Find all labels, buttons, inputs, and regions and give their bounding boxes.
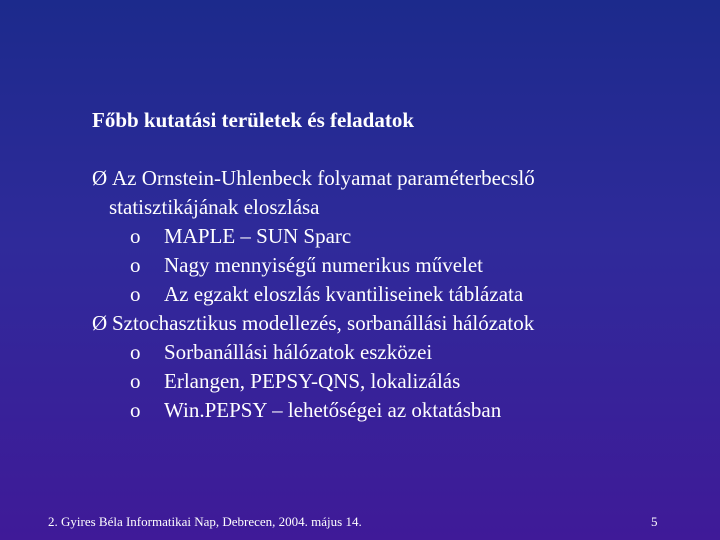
bullet-text: Az Ornstein-Uhlenbeck folyamat paraméterbecslő — [112, 166, 535, 190]
circle-bullet-icon: o — [130, 253, 141, 277]
arrow-bullet-icon: Ø — [92, 166, 108, 190]
sub-item-text: Nagy mennyiségű numerikus művelet — [164, 253, 484, 277]
bullet-continuation: statisztikájának eloszlása — [109, 195, 320, 219]
arrow-bullet-icon: Ø — [92, 311, 108, 335]
bullet-item — [92, 164, 535, 193]
circle-bullet-icon: o — [130, 282, 141, 306]
sub-item-text: Win.PEPSY – lehetőségei az oktatásban — [164, 398, 502, 422]
slide-content — [92, 164, 535, 425]
circle-bullet-icon: o — [130, 340, 141, 364]
sub-item-text: Sorbanállási hálózatok eszközei — [164, 340, 433, 364]
sub-item-text: Az egzakt eloszlás kvantiliseinek táblázata — [164, 282, 524, 306]
sub-item-text: MAPLE – SUN Sparc — [164, 224, 352, 248]
sub-item — [92, 280, 535, 309]
sub-item — [92, 251, 535, 280]
circle-bullet-icon: o — [130, 398, 141, 422]
sub-item — [92, 222, 535, 251]
sub-item-text: Erlangen, PEPSY-QNS, lokalizálás — [164, 369, 461, 393]
bullet-item — [92, 309, 535, 338]
slide-title: Főbb kutatási területek és feladatok — [92, 108, 414, 132]
sub-item — [92, 396, 535, 425]
page-number: 5 — [651, 514, 658, 529]
circle-bullet-icon: o — [130, 224, 141, 248]
sub-item — [92, 338, 535, 367]
bullet-text: Sztochasztikus modellezés, sorbanállási hálózatok — [112, 311, 535, 335]
sub-item — [92, 367, 535, 396]
footer-caption: 2. Gyires Béla Informatikai Nap, Debrecen, 2004. május 14. — [48, 514, 362, 529]
circle-bullet-icon: o — [130, 369, 141, 393]
